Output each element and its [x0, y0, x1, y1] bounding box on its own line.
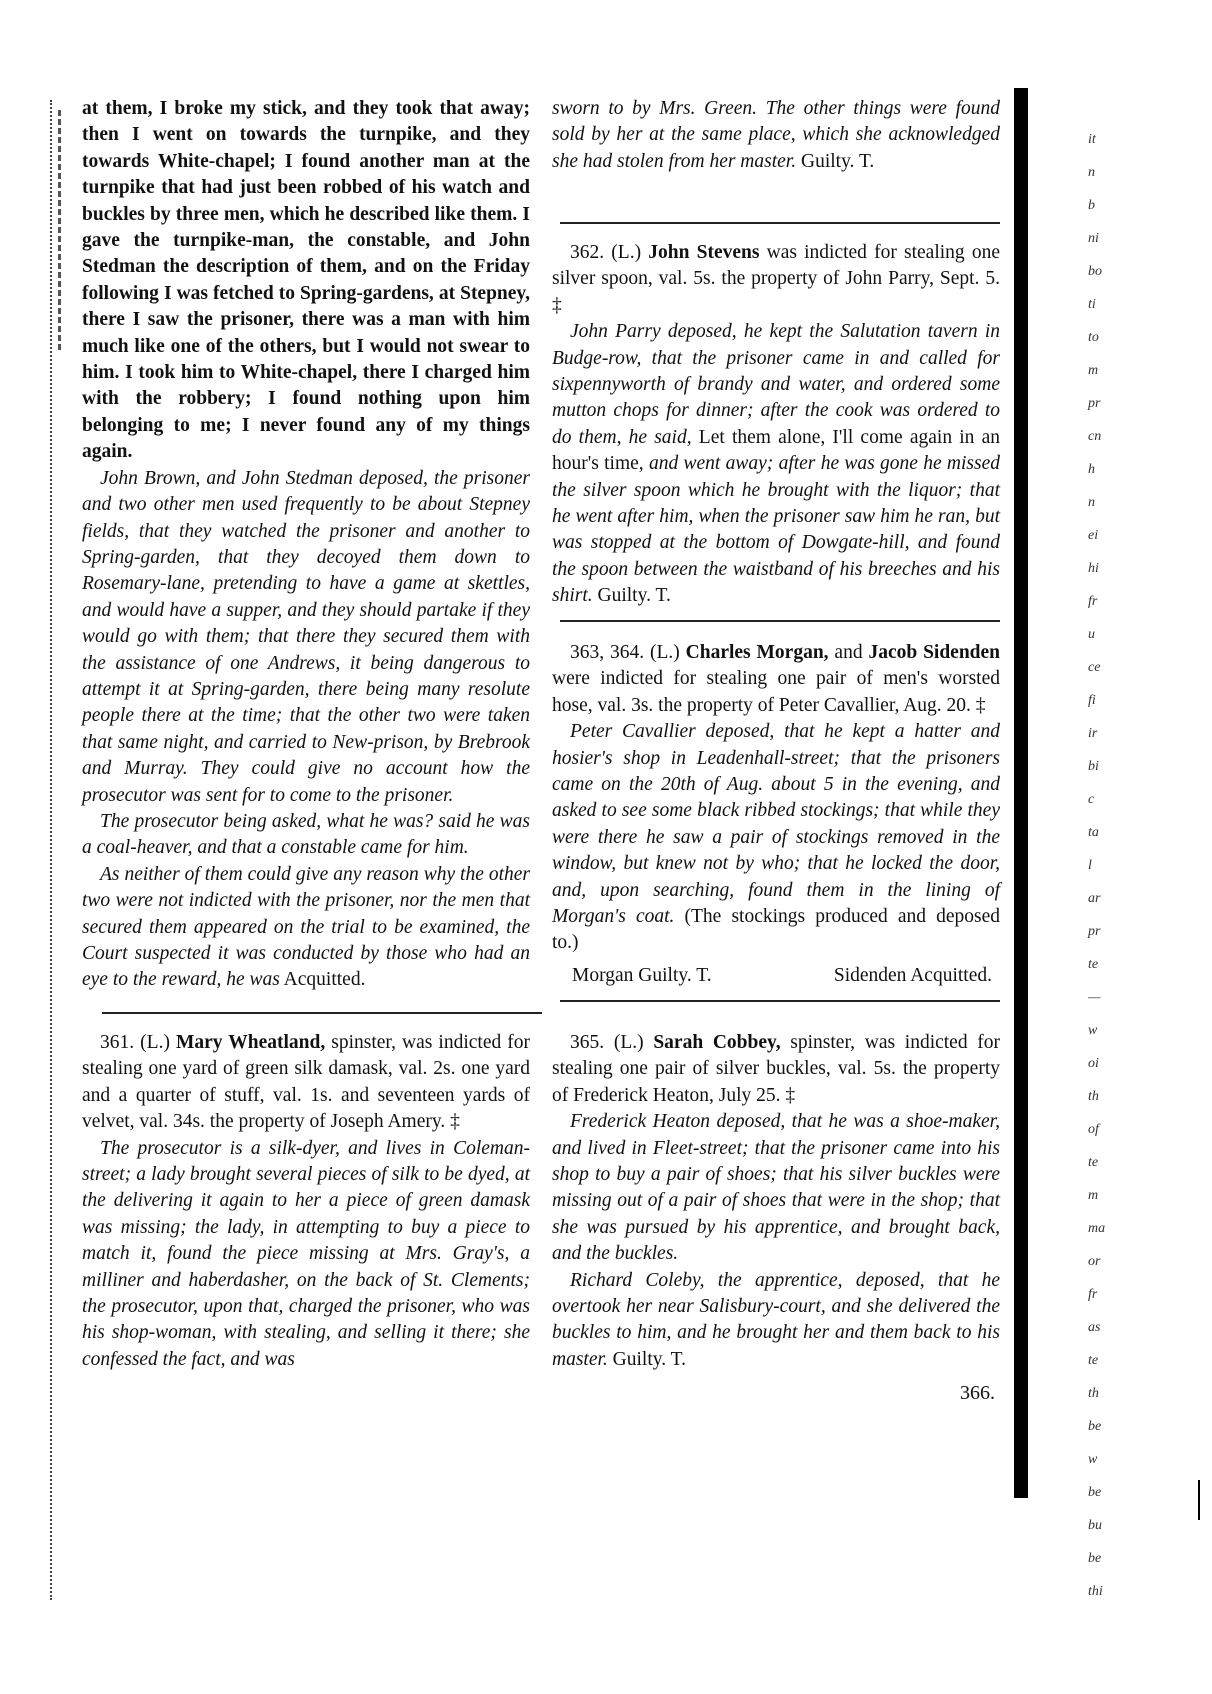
- gutter-shadow-bar: [1014, 88, 1028, 1498]
- case-365-testimony-1: Frederick Heaton deposed, that he was a shoe-maker, and lived in Fleet-street; that the prisoner came into his shop to buy a pair of shoes; that his silver buckles were missing out of a pair of shoes that were in the shop; that she was pursued by his apprentice, and brought back, and the buckles.: [552, 1111, 1000, 1265]
- continuation-paragraph-4: As neither of them could give any reason why the other two were not indicted with the prisoner, nor the men that secured them appeared on the trial to be examined, the Court suspected it was conducted by those who had an eye to the reward, he was Acquitted.: [82, 863, 530, 991]
- binding-edge-marks-dense: [58, 110, 67, 350]
- defendant-name: Sarah Cobbey,: [653, 1032, 781, 1053]
- continuation-paragraph-2: John Brown, and John Stedman deposed, the prisoner and two other men used frequently to be about Stepney fields, that they watched the prisoner and another to Spring-garden, that they decoyed them down to Rosemary-lane, pretending to have a game at skettles, and would have a supper, and they should partake if they would go with them; that there they secured them with the assistance of one Andrews, it being dangerous to attempt it at Spring-garden, there being many resolute people there at the time; that the other two were taken that same night, and carried to New-prison, by Brebrook and Murray. They could give no account how the prosecutor was sent for to come to the prisoner.: [82, 467, 530, 806]
- case-362-heading: 362. (L.) John Stevens was indicted for stealing one silver spoon, val. 5s. the property of John Parry, Sept. 5. ‡: [552, 242, 1000, 316]
- verdict-sidenden: Sidenden Acquitted.: [833, 964, 992, 986]
- section-rule: [560, 1000, 1000, 1002]
- case-361-block: [82, 1030, 530, 1373]
- case-363-364-verdicts: [552, 963, 1000, 989]
- verdict: Guilty. T.: [612, 1348, 686, 1370]
- case-361-heading: 361. (L.) Mary Wheatland, spinster, was indicted for stealing one yard of green silk damask, val. 2s. one yard and a quarter of stuff, val. 1s. and seventeen yards of velvet, val. 34s. the property of Joseph Amery. ‡: [82, 1032, 531, 1133]
- verdict: Guilty. T.: [597, 585, 671, 607]
- verdict-morgan: Morgan Guilty. T.: [572, 964, 712, 986]
- case-361-testimony: The prosecutor is a silk-dyer, and lives in Coleman-street; a lady brought several pieces of silk to be dyed, at the delivering it again to her a piece of green damask was missing; the lady, in attempting to buy a piece to match it, found the piece missing at Mrs. Gray's, a milliner and haberdasher, on the back of St. Clements; the prosecutor, upon that, charged the prisoner, who was his shop-woman, with stealing, and selling it there; she confessed the fact, and was: [82, 1137, 530, 1370]
- adjacent-page-bleed: it n b ni bo ti to m pr cn h n ei hi fr u ce fi ir bi c ta l ar pr te — w oi th of te m ma or fr as te th be w be bu be thi: [1088, 132, 1106, 1599]
- section-rule: [560, 620, 1000, 622]
- section-rule: [102, 1012, 542, 1014]
- left-column: [82, 96, 530, 994]
- case-362-testimony: John Parry deposed, he kept the Salutation tavern in Budge-row, that the prisoner came in and called for sixpennyworth of brandy and water, and ordered some mutton chops for dinner; after the cook was ordered to do them, he said, Let them alone, I'll come again in an hour's time, and went away; after he was gone he missed the silver spoon which he brought with the liquor; that he went after him, when the prisoner saw him he ran, but was stopped at the bottom of Dowgate-hill, and found the spoon between the waistband of his breeches and his shirt. Guilty. T.: [552, 321, 1000, 607]
- case-365-heading: 365. (L.) Sarah Cobbey, spinster, was indicted for stealing one pair of silver buckles, val. 5s. the property of Frederick Heaton, July 25. ‡: [552, 1032, 1001, 1106]
- defendant-name: Mary Wheatland,: [175, 1032, 326, 1053]
- case-365-block: [552, 1030, 1000, 1373]
- verdict-acquitted: Acquitted.: [283, 969, 366, 991]
- defendant-name: John Stevens: [648, 242, 760, 263]
- case-365-testimony-2: Richard Coleby, the apprentice, deposed, that he overtook her near Salisbury-court, and she delivered the buckles to him, and he brought her and them back to his master. Guilty. T.: [552, 1269, 1000, 1370]
- section-rule: [560, 222, 1000, 224]
- defendant-name-2: Jacob Sidenden: [868, 642, 1001, 663]
- gutter-shadow-line: [1198, 1480, 1200, 1520]
- case-363-364-heading: 363, 364. (L.) Charles Morgan, and Jacob Sidenden were indicted for stealing one pair of men's worsted hose, val. 3s. the property of Peter Cavallier, Aug. 20. ‡: [552, 642, 1001, 716]
- continuation-paragraph-3: The prosecutor being asked, what he was? said he was a coal-heaver, and that a constable came for him.: [82, 810, 530, 859]
- case-361-continued: sworn to by Mrs. Green. The other things were found sold by her at the same place, which she acknowledged she had stolen from her master. Guilty. T.: [552, 98, 1000, 172]
- verdict: Guilty. T.: [800, 150, 875, 172]
- defendant-name-1: Charles Morgan,: [685, 642, 829, 663]
- case-363-364-block: [552, 640, 1000, 989]
- case-362-block: [552, 240, 1000, 610]
- continuation-paragraph-1: at them, I broke my stick, and they took that away; then I went on towards the turnpike, and they towards White-chapel; I found another man at the turnpike that had just been robbed of his watch and buckles by three men, which he described like them. I gave the turnpike-man, the constable, and John Stedman the description of them, and on the Friday following I was fetched to Spring-gardens, at Stepney, there I saw the prisoner, there was a man with him much like one of the others, but I would not swear to him. I took him to White-chapel, there I charged him with the robbery; I found nothing upon him belonging to me; I never found any of my things again.: [82, 98, 530, 463]
- case-363-364-testimony: Peter Cavallier deposed, that he kept a hatter and hosier's shop in Leadenhall-street; that the prisoners came on the 20th of Aug. about 5 in the evening, and asked to see some black ribbed stockings; that while they were there he saw a pair of stockings removed in the window, but knew not by who; that he locked the door, and, upon searching, found them in the lining of Morgan's coat. (The stockings produced and deposed to.): [552, 721, 1001, 954]
- page-number: 366.: [960, 1382, 995, 1404]
